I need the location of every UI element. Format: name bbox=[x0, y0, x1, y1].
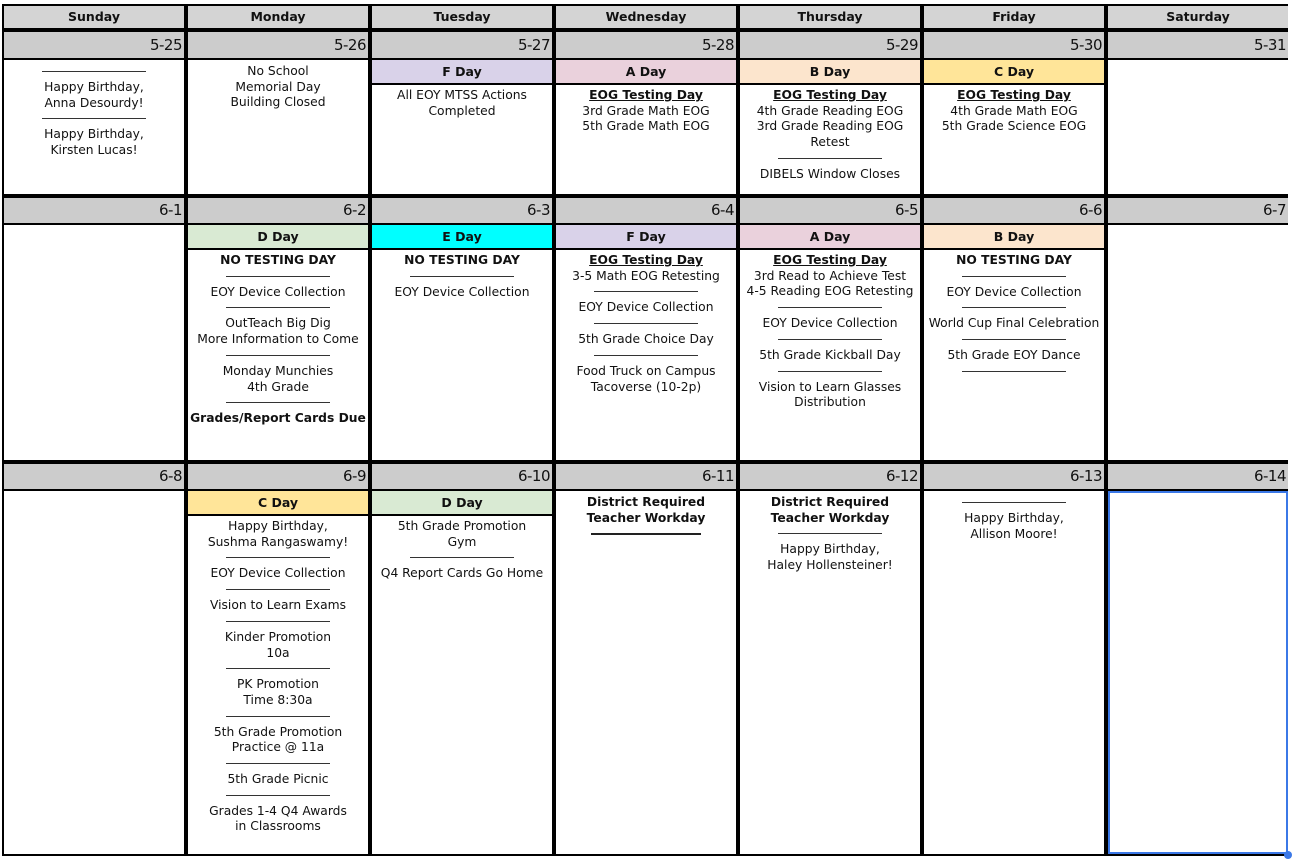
event-divider bbox=[226, 763, 330, 764]
weekday-header-monday: Monday bbox=[188, 6, 368, 28]
day-cell[interactable] bbox=[4, 491, 184, 854]
event-divider bbox=[226, 307, 330, 308]
event-divider bbox=[778, 371, 882, 372]
day-events bbox=[372, 85, 552, 119]
event-heading: NO TESTING DAY bbox=[404, 253, 520, 267]
event-text: 5th Grade Choice Day bbox=[578, 332, 714, 347]
testing-day-heading: EOG Testing Day bbox=[589, 253, 703, 267]
day-cell[interactable] bbox=[188, 491, 368, 854]
event-divider bbox=[778, 533, 882, 534]
day-cell[interactable] bbox=[1108, 60, 1288, 194]
date-label[interactable]: 5-28 bbox=[556, 32, 736, 58]
testing-day-heading: EOG Testing Day bbox=[773, 253, 887, 267]
event-divider bbox=[778, 158, 882, 159]
day-rotation-badge: C Day bbox=[188, 491, 368, 516]
date-label[interactable]: 5-29 bbox=[740, 32, 920, 58]
event-text: 5th Grade EOY Dance bbox=[947, 348, 1081, 363]
day-events bbox=[924, 491, 1104, 542]
testing-day-heading: EOG Testing Day bbox=[589, 88, 703, 102]
date-label[interactable]: 6-5 bbox=[740, 198, 920, 223]
day-cell[interactable] bbox=[372, 225, 552, 460]
day-events bbox=[556, 491, 736, 535]
event-text: 5th Grade Promotion Practice @ 11a bbox=[213, 724, 343, 755]
event-text: OutTeach Big Dig More Information to Come bbox=[197, 316, 359, 347]
day-cell[interactable] bbox=[924, 60, 1104, 194]
day-rotation-badge: B Day bbox=[924, 225, 1104, 250]
day-events bbox=[1108, 60, 1288, 64]
event-divider bbox=[410, 557, 514, 558]
event-text: 5th Grade Kickball Day bbox=[759, 347, 901, 362]
event-divider bbox=[42, 118, 146, 119]
day-events bbox=[1108, 225, 1288, 229]
day-events bbox=[372, 516, 552, 582]
date-label[interactable]: 6-11 bbox=[556, 464, 736, 489]
date-label[interactable]: 6-1 bbox=[4, 198, 184, 223]
event-text: EOY Device Collection bbox=[210, 284, 346, 299]
event-divider bbox=[778, 307, 882, 308]
weekday-header-tuesday: Tuesday bbox=[372, 6, 552, 28]
event-text: Food Truck on Campus Tacoverse (10-2p) bbox=[576, 363, 716, 394]
day-cell[interactable] bbox=[924, 491, 1104, 854]
date-label[interactable]: 5-30 bbox=[924, 32, 1104, 58]
event-text: DIBELS Window Closes bbox=[759, 166, 901, 181]
day-cell[interactable] bbox=[556, 225, 736, 460]
event-divider bbox=[226, 402, 330, 403]
day-events bbox=[188, 250, 368, 427]
event-heading: Grades/Report Cards Due bbox=[190, 411, 366, 426]
date-label[interactable]: 6-14 bbox=[1108, 464, 1288, 489]
day-cell[interactable] bbox=[1108, 491, 1288, 854]
testing-day-heading: EOG Testing Day bbox=[957, 88, 1071, 102]
event-divider bbox=[226, 276, 330, 277]
day-rotation-badge: F Day bbox=[372, 60, 552, 85]
event-divider bbox=[962, 339, 1066, 340]
event-divider bbox=[226, 716, 330, 717]
date-label[interactable]: 5-31 bbox=[1108, 32, 1288, 58]
date-label[interactable]: 6-3 bbox=[372, 198, 552, 223]
day-events bbox=[188, 60, 368, 111]
event-text: EOY Device Collection bbox=[762, 316, 898, 331]
day-rotation-badge: B Day bbox=[740, 60, 920, 85]
day-cell[interactable] bbox=[740, 491, 920, 854]
event-heading: District Required Teacher Workday bbox=[770, 495, 890, 525]
day-cell[interactable] bbox=[740, 60, 920, 194]
event-text: Happy Birthday, Haley Hollensteiner! bbox=[767, 542, 893, 573]
date-label[interactable]: 6-9 bbox=[188, 464, 368, 489]
event-text: Vision to Learn Exams bbox=[209, 598, 347, 613]
event-text: EOY Device Collection bbox=[210, 566, 346, 581]
event-divider bbox=[962, 502, 1066, 503]
day-cell[interactable] bbox=[372, 491, 552, 854]
event-text: Happy Birthday, Sushma Rangaswamy! bbox=[207, 519, 349, 549]
weekday-header-saturday: Saturday bbox=[1108, 6, 1288, 28]
day-rotation-badge: E Day bbox=[372, 225, 552, 250]
day-cell[interactable] bbox=[740, 225, 920, 460]
calendar-grid bbox=[2, 4, 1288, 856]
day-events bbox=[4, 491, 184, 495]
event-divider bbox=[591, 533, 701, 535]
day-events bbox=[188, 516, 368, 835]
day-events bbox=[1108, 491, 1288, 495]
event-text: 5th Grade Promotion Gym bbox=[397, 519, 527, 549]
day-cell[interactable] bbox=[924, 225, 1104, 460]
testing-day-heading: EOG Testing Day bbox=[773, 88, 887, 102]
event-divider bbox=[778, 339, 882, 340]
event-divider bbox=[594, 291, 698, 292]
event-text: 3-5 Math EOG Retesting bbox=[572, 268, 720, 283]
event-text: 4th Grade Reading EOG 3rd Grade Reading EOG Retest bbox=[756, 103, 904, 150]
day-cell[interactable] bbox=[556, 491, 736, 854]
day-events bbox=[740, 491, 920, 574]
date-label[interactable]: 6-6 bbox=[924, 198, 1104, 223]
event-text: Vision to Learn Glasses Distribution bbox=[758, 379, 902, 410]
event-text: 5th Grade Picnic bbox=[227, 772, 329, 787]
event-text: Happy Birthday, Kirsten Lucas! bbox=[44, 127, 144, 158]
day-events bbox=[372, 250, 552, 300]
day-rotation-badge: F Day bbox=[556, 225, 736, 250]
event-text: World Cup Final Celebration bbox=[928, 316, 1100, 331]
event-divider bbox=[226, 355, 330, 356]
event-divider bbox=[226, 668, 330, 669]
day-events bbox=[924, 250, 1104, 372]
day-events bbox=[556, 250, 736, 395]
day-events bbox=[4, 60, 184, 159]
date-label[interactable]: 5-27 bbox=[372, 32, 552, 58]
event-text: Monday Munchies 4th Grade bbox=[222, 363, 334, 394]
day-cell[interactable] bbox=[4, 225, 184, 460]
weekday-header-thursday: Thursday bbox=[740, 6, 920, 28]
day-events bbox=[740, 250, 920, 411]
day-cell[interactable] bbox=[1108, 225, 1288, 460]
event-text: Happy Birthday, Anna Desourdy! bbox=[44, 80, 144, 110]
date-label[interactable]: 6-7 bbox=[1108, 198, 1288, 223]
event-divider bbox=[962, 307, 1066, 308]
event-text: No School Memorial Day Building Closed bbox=[230, 64, 326, 110]
day-rotation-badge: D Day bbox=[372, 491, 552, 516]
day-cell[interactable] bbox=[188, 225, 368, 460]
date-label[interactable]: 6-12 bbox=[740, 464, 920, 489]
event-divider bbox=[226, 557, 330, 558]
day-events bbox=[924, 85, 1104, 135]
event-divider bbox=[962, 276, 1066, 277]
date-label[interactable]: 6-13 bbox=[924, 464, 1104, 489]
event-heading: District Required Teacher Workday bbox=[586, 495, 706, 525]
event-heading: NO TESTING DAY bbox=[956, 253, 1072, 267]
day-rotation-badge: A Day bbox=[556, 60, 736, 85]
date-label[interactable]: 6-2 bbox=[188, 198, 368, 223]
day-rotation-badge: C Day bbox=[924, 60, 1104, 85]
event-divider bbox=[594, 355, 698, 356]
event-divider bbox=[594, 323, 698, 324]
event-divider bbox=[962, 371, 1066, 372]
event-divider bbox=[226, 589, 330, 590]
event-text: EOY Device Collection bbox=[578, 300, 714, 315]
event-heading: NO TESTING DAY bbox=[220, 253, 336, 267]
event-text: Happy Birthday, Allison Moore! bbox=[964, 511, 1064, 541]
date-label[interactable]: 6-8 bbox=[4, 464, 184, 489]
weekday-header-friday: Friday bbox=[924, 6, 1104, 28]
day-rotation-badge: A Day bbox=[740, 225, 920, 250]
event-text: 3rd Grade Math EOG 5th Grade Math EOG bbox=[582, 103, 710, 134]
weekday-header-sunday: Sunday bbox=[4, 6, 184, 28]
day-cell[interactable] bbox=[4, 60, 184, 194]
event-text: Kinder Promotion 10a bbox=[224, 629, 332, 660]
day-events bbox=[556, 85, 736, 135]
day-events bbox=[740, 85, 920, 183]
event-text: EOY Device Collection bbox=[946, 284, 1082, 299]
weekday-header-wednesday: Wednesday bbox=[556, 6, 736, 28]
selection-fill-handle[interactable] bbox=[1284, 851, 1292, 859]
event-divider bbox=[226, 795, 330, 796]
day-cell[interactable] bbox=[188, 60, 368, 194]
day-rotation-badge: D Day bbox=[188, 225, 368, 250]
event-text: PK Promotion Time 8:30a bbox=[237, 677, 319, 707]
event-text: EOY Device Collection bbox=[394, 284, 530, 299]
event-divider bbox=[226, 621, 330, 622]
event-text: 4th Grade Math EOG 5th Grade Science EOG bbox=[941, 103, 1087, 134]
event-text: Q4 Report Cards Go Home bbox=[380, 566, 544, 581]
event-text: All EOY MTSS Actions Completed bbox=[397, 88, 527, 118]
event-text: 3rd Read to Achieve Test 4-5 Reading EOG Retesting bbox=[746, 268, 914, 299]
event-text: Grades 1-4 Q4 Awards in Classrooms bbox=[209, 803, 347, 834]
date-label[interactable]: 5-26 bbox=[188, 32, 368, 58]
date-label[interactable]: 5-25 bbox=[4, 32, 184, 58]
day-cell[interactable] bbox=[556, 60, 736, 194]
event-divider bbox=[410, 276, 514, 277]
event-divider bbox=[42, 71, 146, 72]
day-cell[interactable] bbox=[372, 60, 552, 194]
day-events bbox=[4, 225, 184, 229]
date-label[interactable]: 6-10 bbox=[372, 464, 552, 489]
date-label[interactable]: 6-4 bbox=[556, 198, 736, 223]
